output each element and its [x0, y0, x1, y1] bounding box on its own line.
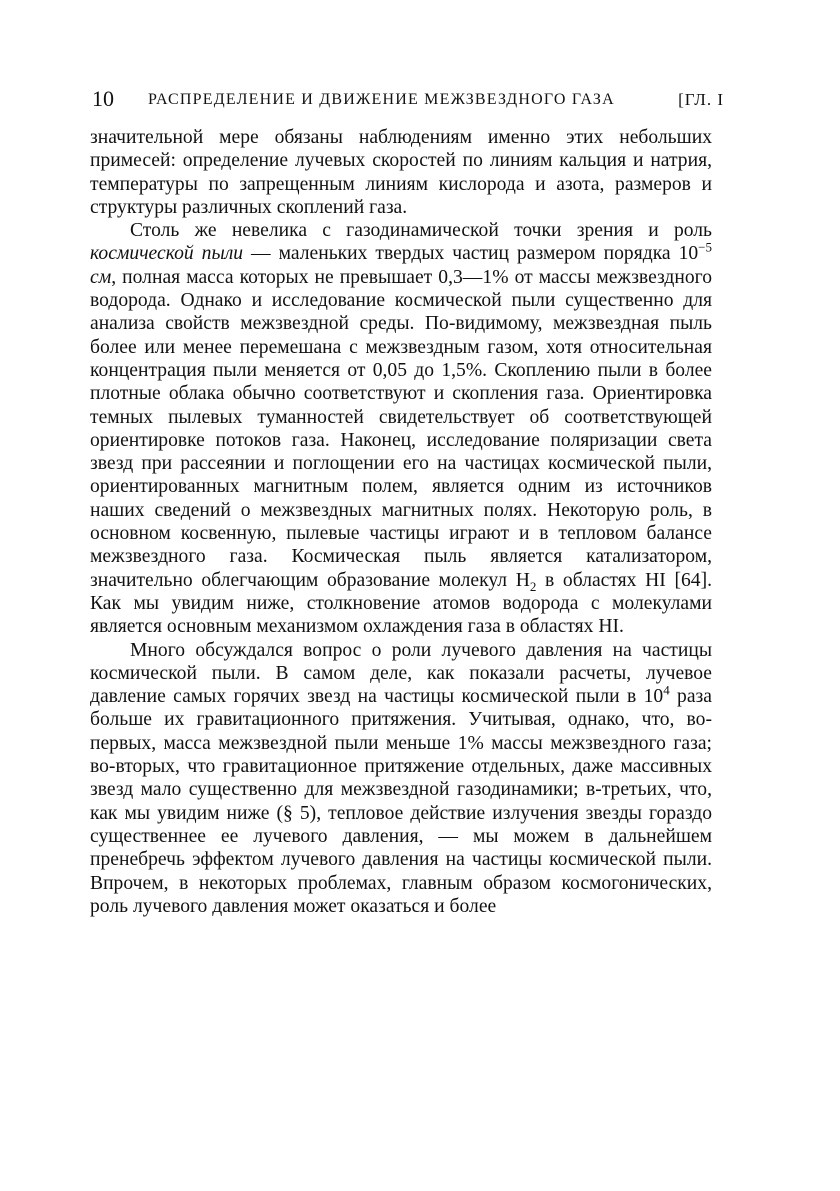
paragraph-3-text-c: массы межзвездного газа; во-вторых, что гравитационное притяжение отдельных, даже массивных звезд мало существенно для межзвездной газодинамики; в-третьих, что, как мы увидим ниже (§ 5), тепловое действие излучения звезды гораздо существеннее ее лучевого давления, — мы можем в дальнейшем пренебречь эффектом лучевого давления на частицы космической пыли. Впрочем, в некоторых проблемах, главным образом космогонических, роль лучевого давления может оказаться и более: [90, 732, 713, 917]
exponent: 4: [663, 682, 670, 698]
percent-sign: %: [467, 732, 484, 754]
paragraph-3-text-a: Много обсуждался вопрос о роли лучевого давления на частицы космической пыли. В самом деле, как показали расчеты, лучевое давление самых горячих звезд на частицы космической пыли в 10: [90, 639, 712, 708]
subscript: 2: [529, 578, 537, 594]
body-text: [90, 126, 712, 918]
exponent: −5: [698, 239, 713, 255]
paragraph-1: [90, 126, 712, 219]
paragraph-2-text-f: в областях HI [64]. Как мы увидим ниже, столкновение атомов водорода с молекулами является основным механизмом охлаждения газа в областях HI.: [90, 569, 712, 638]
percent-sign: %: [465, 359, 483, 381]
paragraph-2-text-e: . Скоплению пыли в более плотные облака обычно соответствуют и скопления газа. Ориентировка темных пылевых туманностей свидетельствует об соответствующей ориентировке потоков газа. Наконец, исследование поляризации света звезд при рассеянии и поглощении его на частицах космической пыли, ориентированных магнитным полем, является одним из источников наших сведений о межзвездных магнитных полях. Некоторую роль, в основном косвенную, пылевые частицы играют и в тепловом балансе межзвездного газа. Космическая пыль является катализатором, значительно облегчающим образование молекул H: [90, 359, 712, 591]
paragraph-2-text-b: — маленьких твердых частиц размером порядка 10: [243, 243, 699, 265]
paragraph-2-text-d: от массы межзвездного водорода. Однако и исследование космической пыли существенно для анализа свойств межзвездной среды. По-видимому, межзвездная пыль более или менее перемешана с межзвездным газом, хотя относительная концентрация пыли меняется от 0,05 до 1,5: [90, 266, 712, 381]
paragraph-2: [90, 219, 712, 638]
running-title: РАСПРЕДЕЛЕНИЕ И ДВИЖЕНИЕ МЕЖЗВЕЗДНОГО ГАЗА: [148, 91, 615, 108]
paragraph-2-text-a: Столь же невелика с газодинамической точки зрения и роль: [130, 220, 712, 242]
paragraph-3: [90, 639, 712, 919]
percent-sign: %: [492, 266, 509, 288]
unit-cm: см: [90, 266, 112, 288]
book-page: [90, 86, 724, 918]
term-cosmic-dust: космической пыли: [90, 243, 244, 265]
paragraph-3-text-b: раза больше их гравитационного притяжения. Учитывая, однако, что, во-первых, масса межзвездной пыли меньше 1: [90, 686, 712, 754]
chapter-mark: [ГЛ. I: [678, 90, 724, 109]
page-number: 10: [92, 86, 114, 111]
page-header: [90, 86, 724, 122]
paragraph-1-text: значительной мере обязаны наблюдениям именно этих небольших примесей: определение лучевых скоростей по линиям кальция и натрия, температуры по запрещенным линиям кислорода и азота, размеров и структуры различных скоплений газа.: [90, 127, 712, 218]
paragraph-2-text-c: , полная масса которых не превышает 0,3—1: [111, 266, 493, 288]
